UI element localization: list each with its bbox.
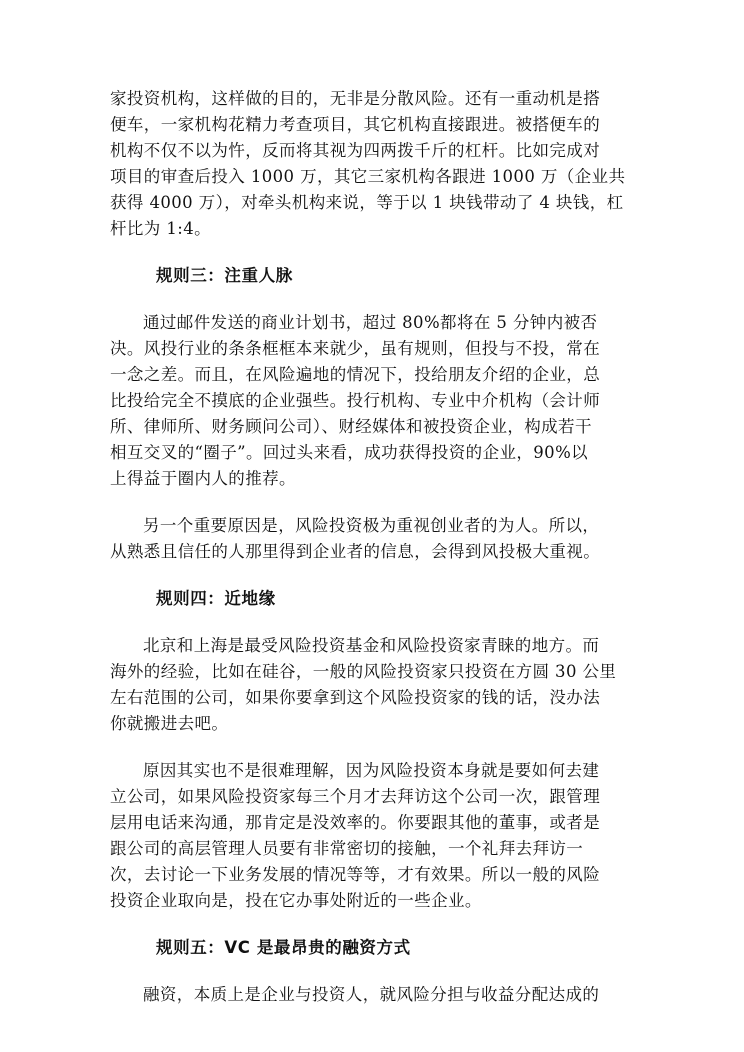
text-line: 比投给完全不摸底的企业强些。投行机构、专业中介机构（会计师 xyxy=(110,391,601,410)
text-line: 决。风投行业的条条框框本来就少，虽有规则，但投与不投，常在 xyxy=(110,339,601,358)
text-line: 投资企业取向是，投在它办事处附近的一些企业。 xyxy=(110,891,482,910)
paragraph-proximity-reason xyxy=(110,758,640,914)
text-line: 你就搬进去吧。 xyxy=(110,714,229,733)
section-heading-rule-4: 规则四：近地缘 xyxy=(156,589,276,608)
text-line: 上得益于圈内人的推荐。 xyxy=(110,469,296,488)
text-line: 左右范围的公司，如果你要拿到这个风险投资家的钱的话，没办法 xyxy=(110,688,601,707)
text-line: 便车，一家机构花精力考查项目，其它机构直接跟进。被搭便车的 xyxy=(110,115,601,134)
text-line: 从熟悉且信任的人那里得到企业者的信息，会得到风投极大重视。 xyxy=(110,542,601,561)
paragraph-financing xyxy=(110,982,640,1008)
section-heading-rule-5: 规则五：VC 是最昂贵的融资方式 xyxy=(156,938,411,957)
text-line: 杆比为 1:4。 xyxy=(110,219,211,238)
text-line: 项目的审查后投入 1000 万，其它三家机构各跟进 1000 万（企业共 xyxy=(110,167,626,186)
text-line: 层用电话来沟通，那肯定是没效率的。你要跟其他的董事，或者是 xyxy=(110,813,601,832)
paragraph-networking xyxy=(110,310,640,492)
text-line: 另一个重要原因是，风险投资极为重视创业者的为人。所以， xyxy=(143,516,600,535)
paragraph-dispersal-risk xyxy=(110,86,640,242)
text-line: 机构不仅不以为忤，反而将其视为四两拨千斤的杠杆。比如完成对 xyxy=(110,141,601,160)
text-line: 原因其实也不是很难理解，因为风险投资本身就是要如何去建 xyxy=(143,761,600,780)
text-line: 融资，本质上是企业与投资人，就风险分担与收益分配达成的 xyxy=(143,985,600,1004)
text-line: 海外的经验，比如在硅谷，一般的风险投资家只投资在方圆 30 公里 xyxy=(110,662,617,681)
document-body xyxy=(110,86,640,1008)
text-line: 跟公司的高层管理人员要有非常密切的接触，一个礼拜去拜访一 xyxy=(110,839,584,858)
text-line: 家投资机构，这样做的目的，无非是分散风险。还有一重动机是搭 xyxy=(110,89,601,108)
paragraph-proximity xyxy=(110,633,640,737)
text-line: 一念之差。而且，在风险遍地的情况下，投给朋友介绍的企业，总 xyxy=(110,365,601,384)
text-line: 次，去讨论一下业务发展的情况等等，才有效果。所以一般的风险 xyxy=(110,865,601,884)
paragraph-founder-character xyxy=(110,513,640,565)
text-line: 通过邮件发送的商业计划书，超过 80%都将在 5 分钟内被否 xyxy=(143,313,598,332)
text-line: 获得 4000 万），对牵头机构来说，等于以 1 块钱带动了 4 块钱，杠 xyxy=(110,193,624,212)
text-line: 所、律师所、财务顾问公司）、财经媒体和被投资企业，构成若干 xyxy=(110,417,592,436)
text-line: 北京和上海是最受风险投资基金和风险投资家青睐的地方。而 xyxy=(143,636,600,655)
text-line: 立公司，如果风险投资家每三个月才去拜访这个公司一次，跟管理 xyxy=(110,787,601,806)
text-line: 相互交叉的“圈子”。回过头来看，成功获得投资的企业，90%以 xyxy=(110,443,589,462)
section-heading-rule-3: 规则三：注重人脉 xyxy=(156,266,293,285)
